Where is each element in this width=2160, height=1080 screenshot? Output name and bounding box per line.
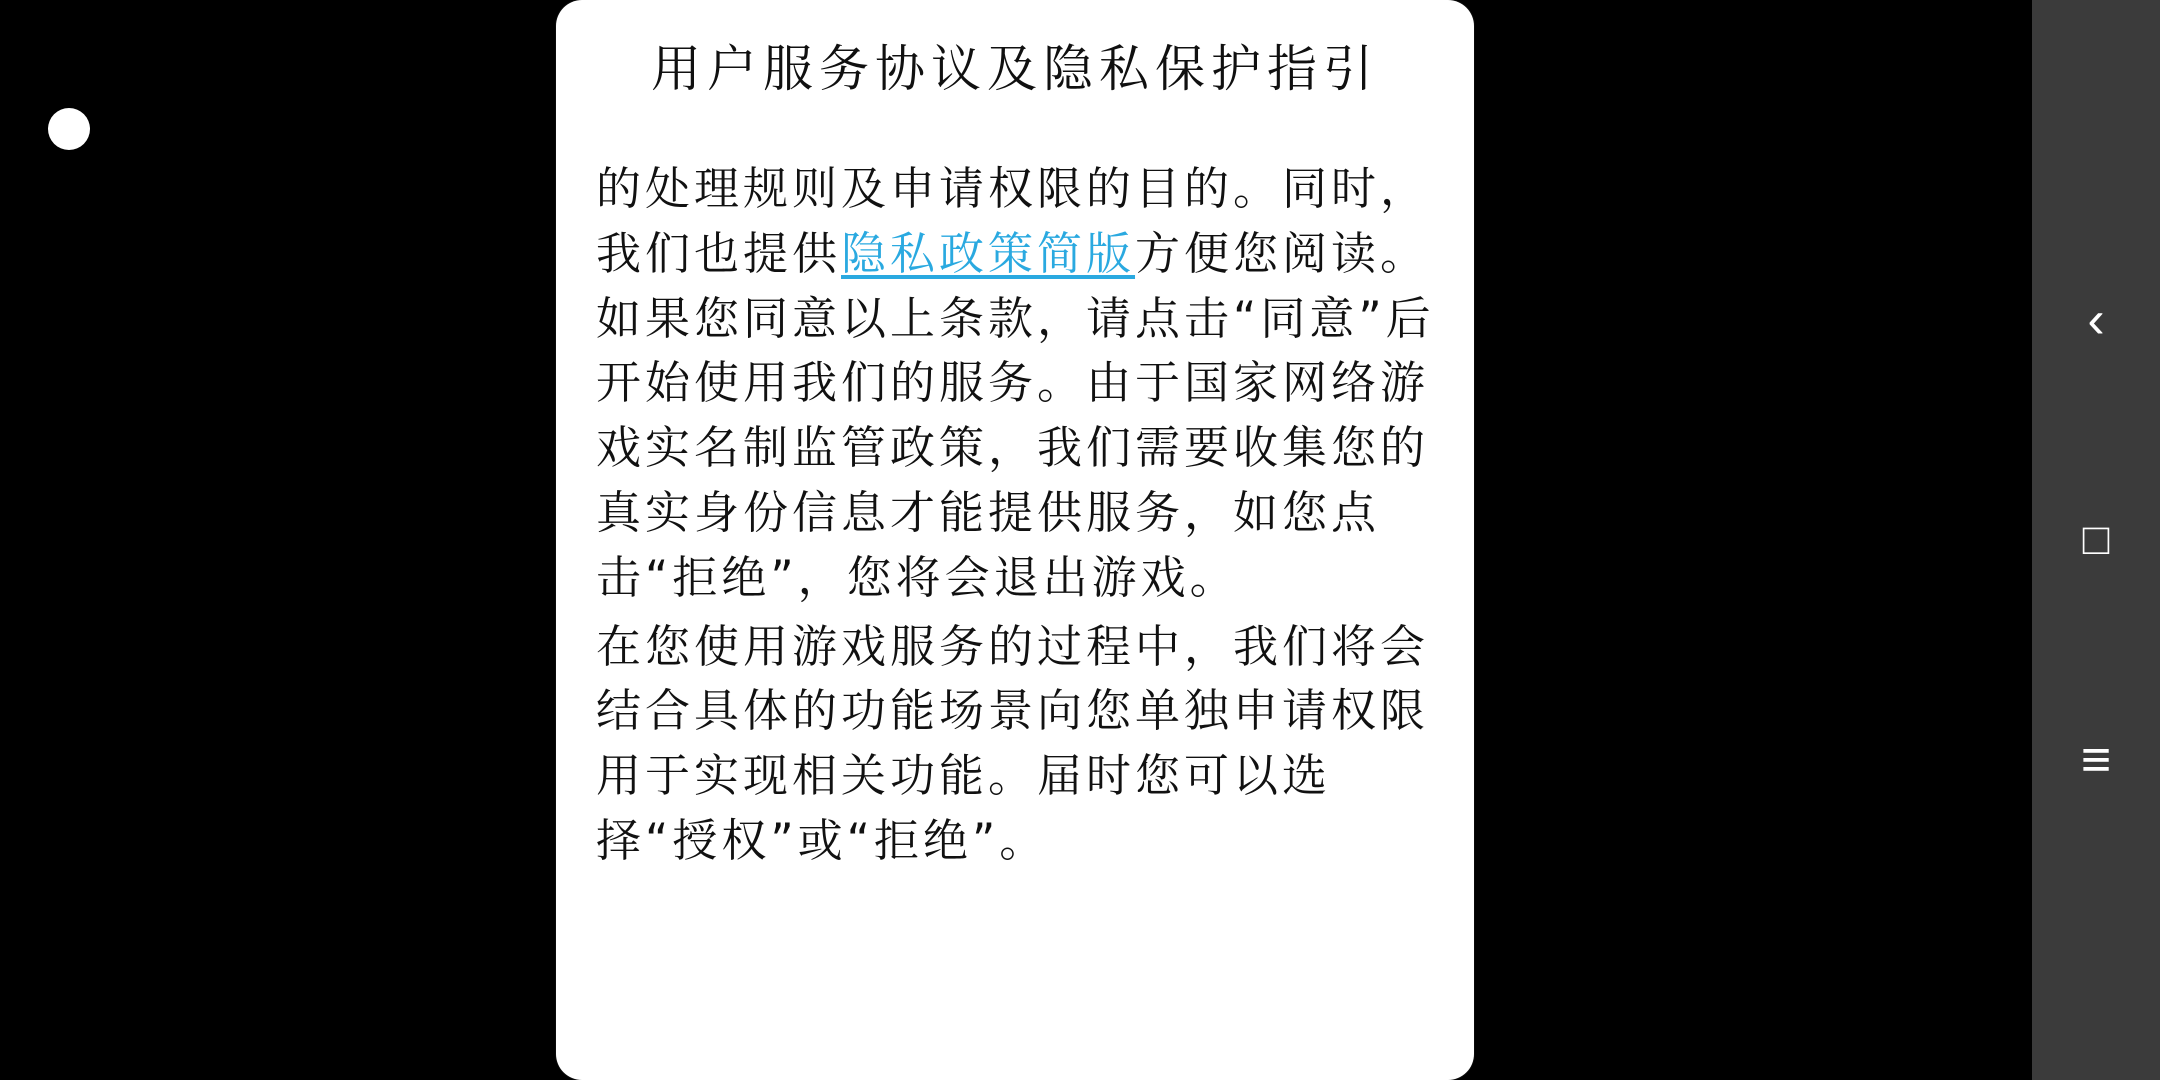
paragraph-1-text-b: 方便您阅读。如果您同意以上条款，请点击“同意”后开始使用我们的服务。由于国家网络游戏实名制监管政策，我们需要收集您的真实身份信息才能提供服务，如您点击“拒绝”，您将会退出游戏。 bbox=[596, 226, 1435, 604]
square-icon: □ bbox=[2082, 515, 2110, 564]
home-button[interactable] bbox=[2048, 480, 2144, 600]
chevron-left-icon: ‹ bbox=[2087, 291, 2105, 349]
hamburger-icon: ≡ bbox=[2080, 731, 2112, 789]
camera-dot bbox=[48, 108, 90, 150]
privacy-policy-brief-link[interactable]: 隐私政策简版 bbox=[841, 226, 1136, 280]
agreement-document-card[interactable] bbox=[556, 0, 1474, 1080]
paragraph-1-text-a: 的处理规则及申请权限的目的。同时，我们也提供 bbox=[596, 162, 1430, 280]
document-content bbox=[556, 0, 1474, 878]
document-body bbox=[596, 157, 1438, 874]
recents-button[interactable] bbox=[2048, 700, 2144, 820]
page-title: 用户服务协议及隐私保护指引 bbox=[651, 40, 1379, 98]
paragraph-1 bbox=[596, 157, 1438, 611]
paragraph-2: 在您使用游戏服务的过程中，我们将会结合具体的功能场景向您单独申请权限用于实现相关功能。届时您可以选择“授权”或“拒绝”。 bbox=[596, 619, 1430, 867]
system-navigation-bar bbox=[2032, 0, 2160, 1080]
back-button[interactable] bbox=[2048, 260, 2144, 380]
